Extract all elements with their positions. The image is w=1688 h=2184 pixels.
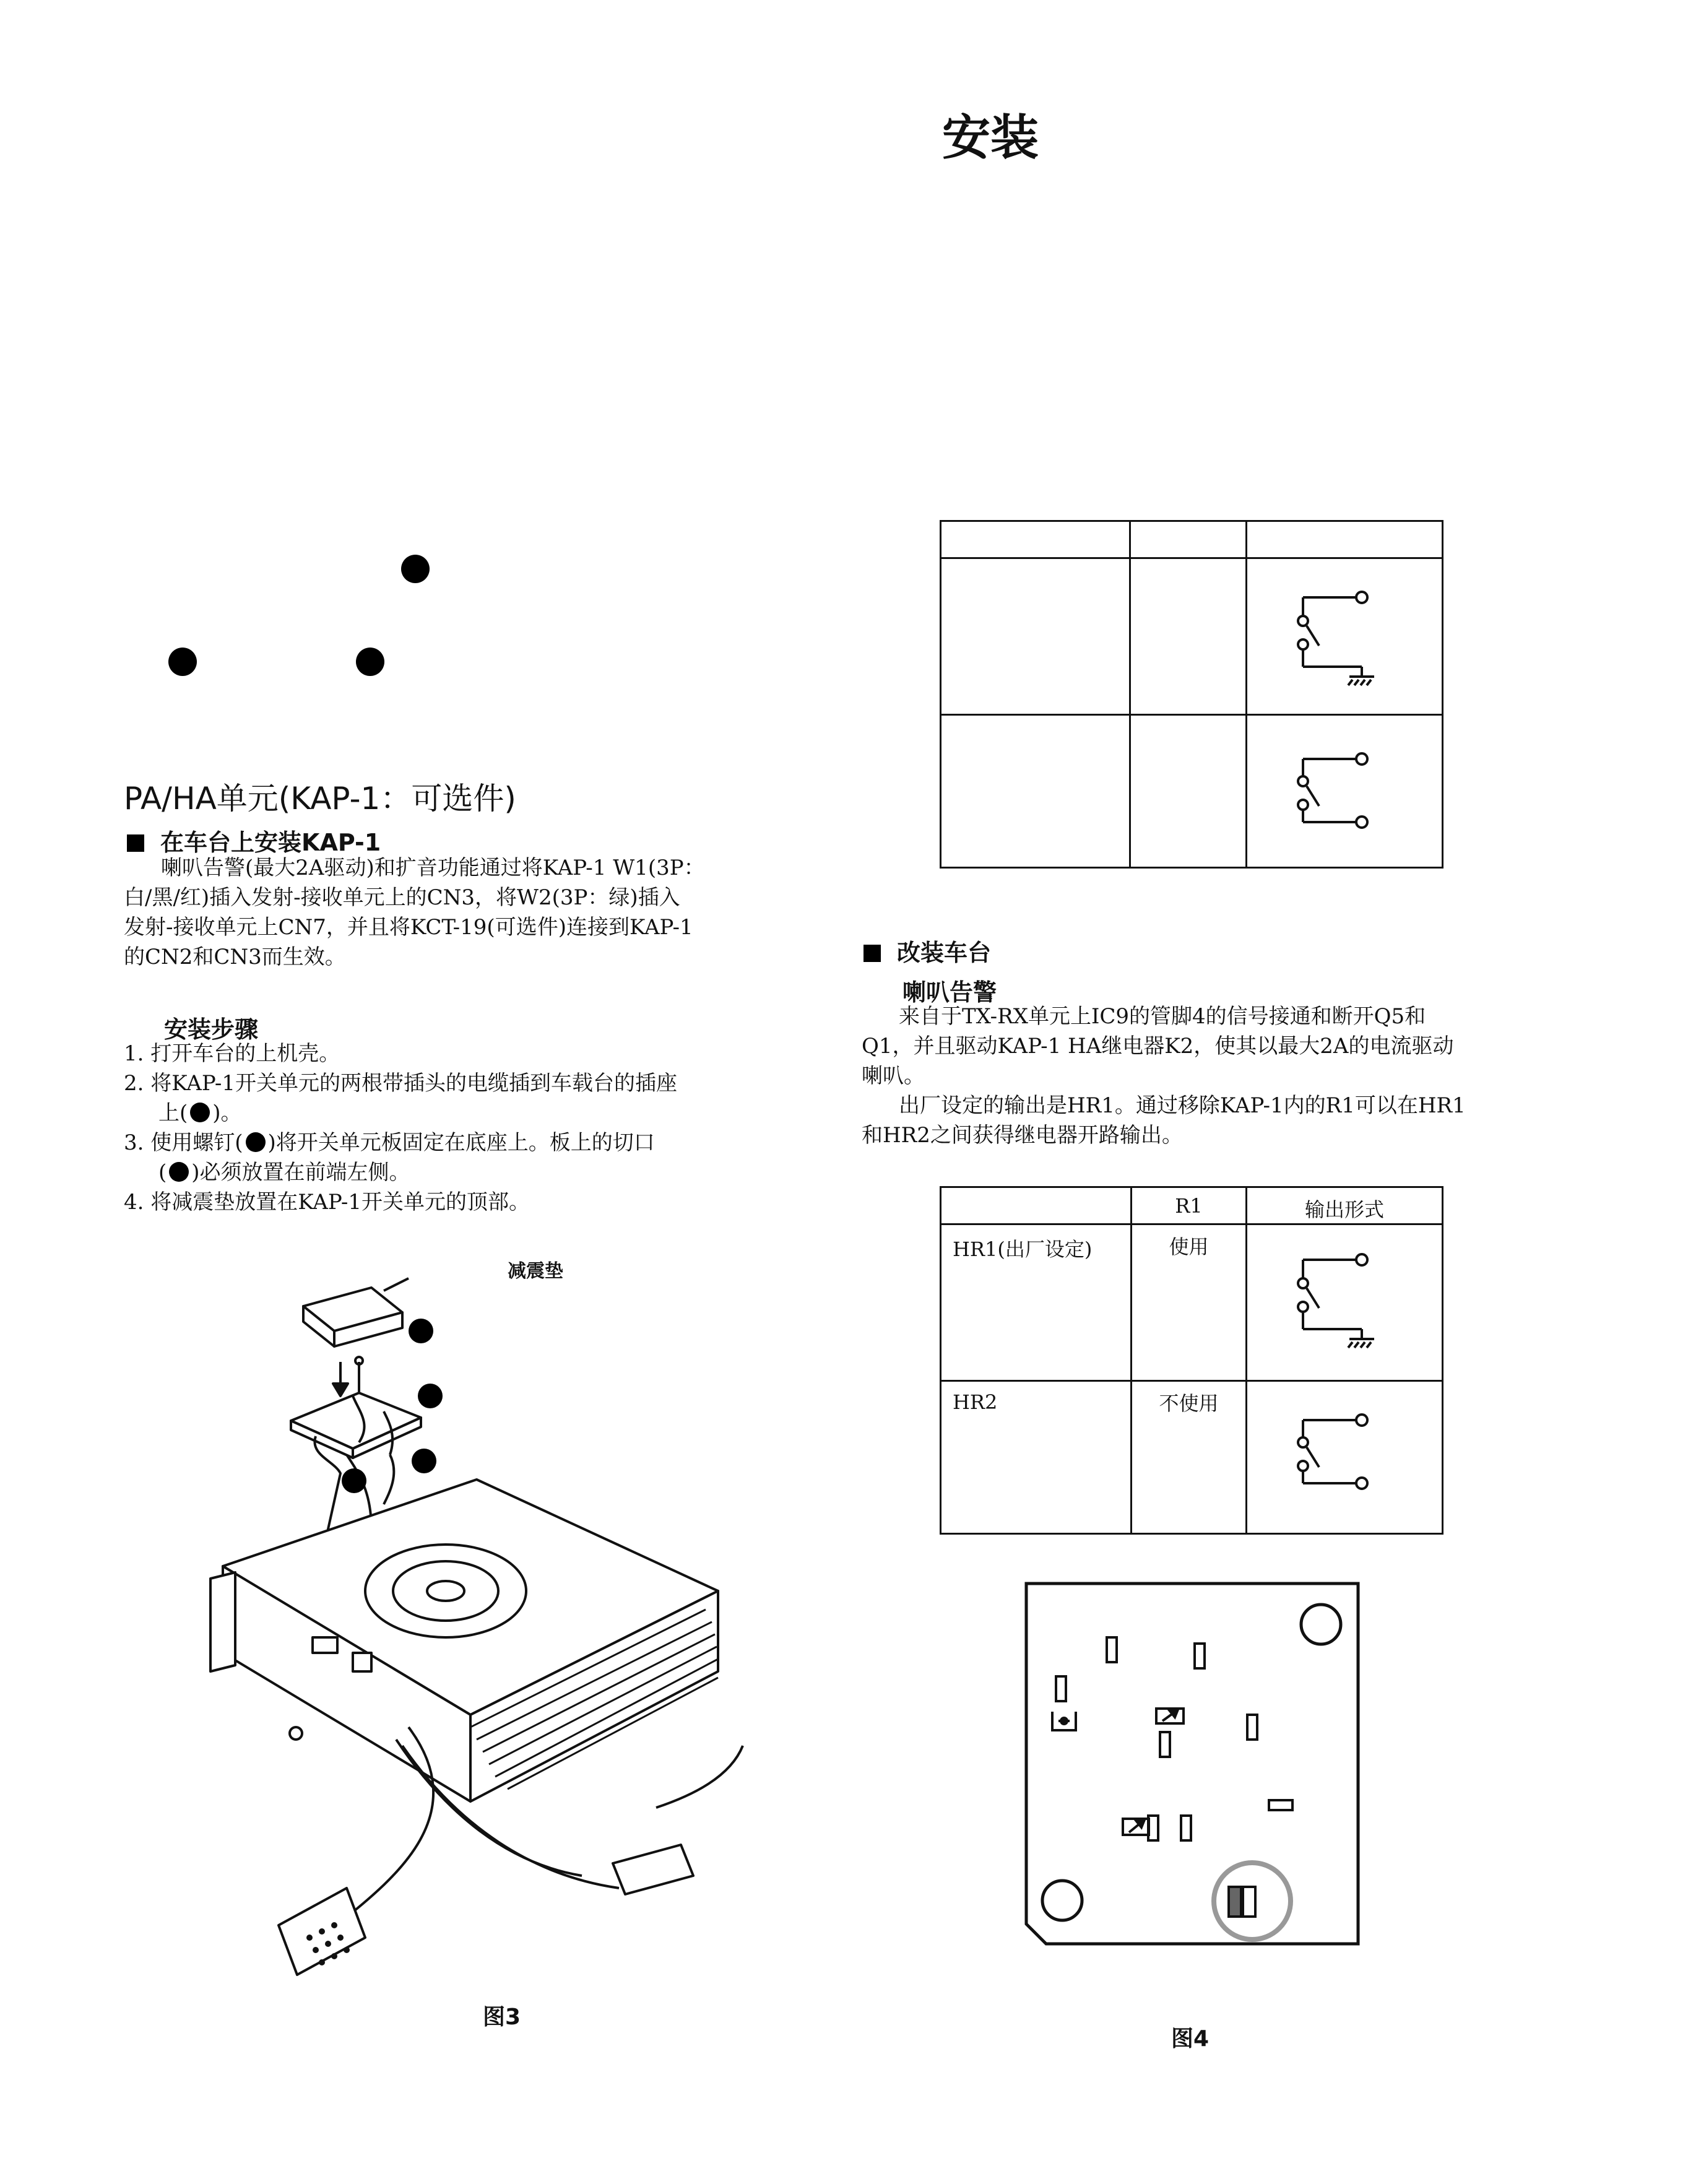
relay-table-top bbox=[940, 520, 1443, 869]
horn-paragraph-2 bbox=[862, 1091, 1466, 1150]
steps-title: 安装步骤 bbox=[164, 1016, 259, 1043]
subsection-title-text: 在车台上安装KAP-1 bbox=[160, 829, 381, 856]
step-item-continued: ( )必须放置在前端左侧。 bbox=[158, 1160, 410, 1185]
intro-line: 发射-接收单元上CN7，并且将KCT-19(可选件)连接到KAP-1 bbox=[124, 915, 693, 940]
subsection-modify-radio-text: 改装车台 bbox=[897, 939, 992, 966]
step-item: 2. 将KAP-1开关单元的两根带插头的电缆插到车载台的插座 bbox=[124, 1071, 677, 1096]
table-header-r1: R1 bbox=[1132, 1187, 1247, 1224]
intro-paragraph bbox=[124, 853, 705, 972]
figure-4-pcb-diagram bbox=[1021, 1579, 1368, 1950]
table-cell bbox=[1130, 558, 1246, 715]
page-title: 安装 bbox=[941, 110, 1039, 166]
square-bullet-icon bbox=[127, 834, 144, 852]
paragraph-line: 来自于TX-RX单元上IC9的管脚4的信号接通和断开Q5和 bbox=[899, 1004, 1426, 1029]
table-cell bbox=[941, 558, 1130, 715]
paragraph-line: 喇叭。 bbox=[862, 1064, 925, 1088]
table-header-cell bbox=[941, 1187, 1132, 1224]
table-header-output-form: 输出形式 bbox=[1246, 1187, 1442, 1224]
table-cell bbox=[1246, 715, 1442, 868]
table-cell bbox=[1246, 558, 1442, 715]
table-cell bbox=[1130, 715, 1246, 868]
step-item: 3. 使用螺钉( )将开关单元板固定在底座上。板上的切口 bbox=[124, 1130, 655, 1155]
relay-open-icon bbox=[1247, 716, 1442, 864]
callout-dot bbox=[190, 1103, 210, 1122]
callout-dot bbox=[401, 555, 430, 583]
intro-line: 喇叭告警(最大2A驱动)和扩音功能通过将KAP-1 W1(3P： bbox=[161, 856, 705, 880]
figure-3-illustration bbox=[186, 1269, 755, 2000]
intro-line: 白/黑/红)插入发射-接收单元上的CN3，将W2(3P：绿)插入 bbox=[124, 885, 680, 910]
paragraph-line: 和HR2之间获得继电器开路输出。 bbox=[862, 1123, 1183, 1148]
table-cell bbox=[941, 715, 1130, 868]
horn-paragraph-1 bbox=[862, 1002, 1453, 1091]
table-header-cell bbox=[1130, 521, 1246, 558]
subsection-title bbox=[127, 823, 381, 857]
table-cell-r1: 不使用 bbox=[1132, 1381, 1247, 1534]
table-cell-output-form bbox=[1246, 1224, 1442, 1381]
callout-dot bbox=[356, 648, 384, 676]
relay-open-icon bbox=[1247, 1382, 1442, 1530]
steps-list bbox=[124, 1039, 677, 1217]
table-cell-setting: HR2 bbox=[941, 1381, 1132, 1534]
step-item: 4. 将减震垫放置在KAP-1开关单元的顶部。 bbox=[124, 1190, 530, 1215]
paragraph-line: Q1，并且驱动KAP-1 HA继电器K2，使其以最大2A的电流驱动 bbox=[862, 1034, 1454, 1059]
section-title: PA/HA单元(KAP-1：可选件) bbox=[124, 781, 516, 817]
subsection-modify-radio bbox=[863, 934, 991, 968]
table-cell-setting: HR1(出厂设定) bbox=[941, 1224, 1132, 1381]
step-item: 1. 打开车台的上机壳。 bbox=[124, 1041, 340, 1066]
figure-3-caption: 图3 bbox=[483, 2004, 521, 2030]
table-header-cell bbox=[1246, 521, 1442, 558]
square-bullet-icon bbox=[863, 945, 881, 962]
callout-dot bbox=[168, 648, 197, 676]
table-cell-output-form bbox=[1246, 1381, 1442, 1534]
paragraph-line: 出厂设定的输出是HR1。通过移除KAP-1内的R1可以在HR1 bbox=[899, 1093, 1466, 1118]
callout-dot bbox=[169, 1162, 189, 1182]
intro-line: 的CN2和CN3而生效。 bbox=[124, 945, 346, 969]
figure-4-caption: 图4 bbox=[1171, 2026, 1210, 2052]
table-header-cell bbox=[941, 521, 1130, 558]
subsection-horn-alarm: 喇叭告警 bbox=[902, 979, 997, 1006]
relay-grounded-icon bbox=[1247, 559, 1442, 711]
table-cell-r1: 使用 bbox=[1132, 1224, 1247, 1381]
step-item-continued: 上( )。 bbox=[158, 1101, 242, 1125]
callout-dot bbox=[246, 1132, 266, 1152]
output-setting-table bbox=[940, 1186, 1443, 1535]
figure-label-cushion: 减震垫 bbox=[508, 1260, 563, 1282]
relay-grounded-icon bbox=[1247, 1225, 1442, 1377]
